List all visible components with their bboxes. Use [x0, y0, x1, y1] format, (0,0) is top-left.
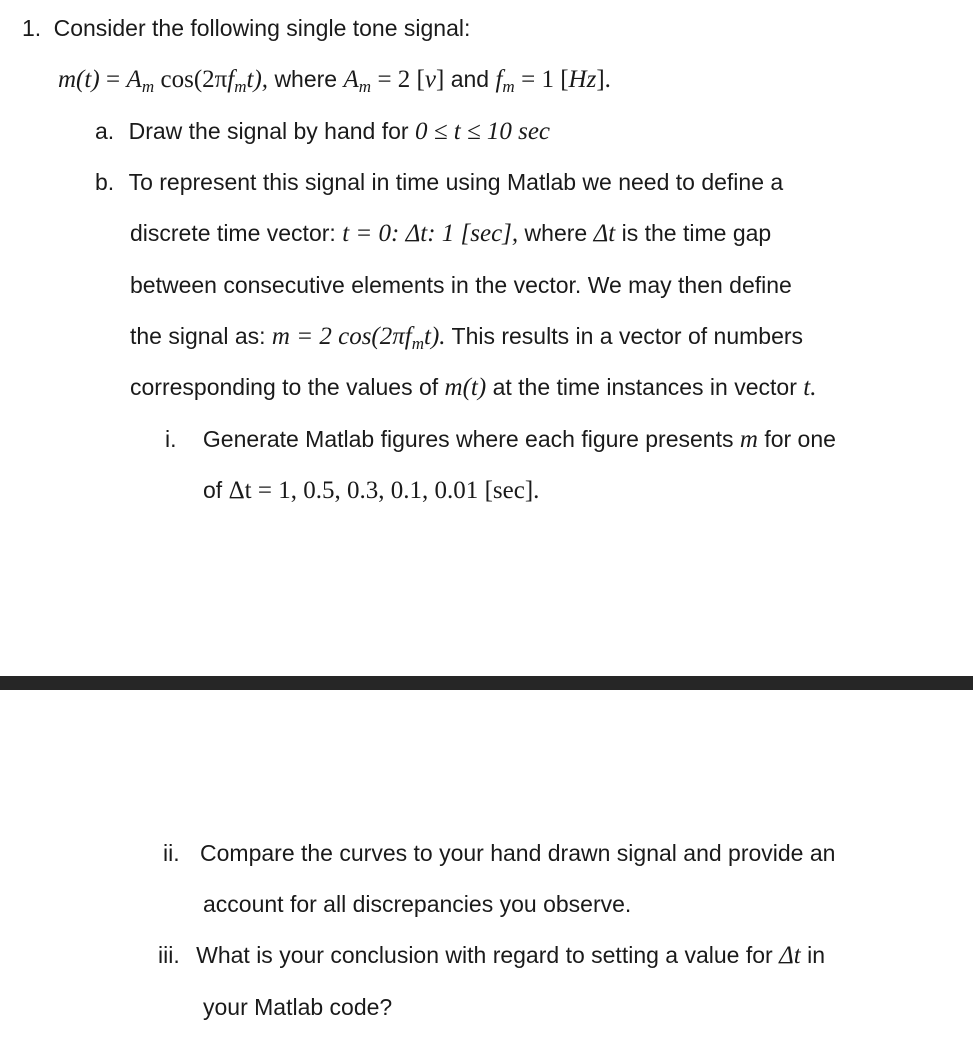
sub-i-label: i.	[165, 426, 177, 452]
part-a-label: a.	[95, 118, 115, 144]
formula-and: and	[450, 66, 490, 92]
sub-i-text-2-pre: of	[203, 477, 223, 503]
sub-iii-delta-t: Δt	[779, 942, 801, 969]
formula-cos-open: cos(2π	[160, 66, 228, 93]
question-1-heading	[22, 13, 470, 43]
sub-ii-label: ii.	[163, 840, 180, 866]
part-b-vector-t: t.	[803, 374, 817, 401]
formula-hz-unit: Hz	[568, 66, 597, 93]
part-b-line-3	[130, 270, 792, 300]
part-b-text-4-pre: the signal as:	[130, 323, 266, 349]
sub-iii-text-2: your Matlab code?	[203, 994, 393, 1020]
sub-ii-text-2: account for all discrepancies you observe.	[203, 891, 632, 917]
question-text: Consider the following single tone signal:	[53, 15, 471, 41]
sub-iii-line-1	[158, 940, 825, 971]
part-b-text-2-pre: discrete time vector:	[130, 220, 336, 246]
part-b-delta-t: Δt	[593, 220, 616, 247]
sub-i-m: m	[739, 426, 758, 453]
part-b-signal-def-end: t).	[424, 323, 446, 350]
sub-ii-line-2	[203, 889, 631, 919]
part-b-text-5-mid: at the time instances in vector	[492, 374, 797, 400]
formula-amplitude-sub: m	[141, 77, 155, 96]
section-divider	[0, 676, 973, 690]
sub-iii-text-1-post: in	[807, 942, 825, 968]
formula-equals: =	[106, 66, 121, 93]
formula-frequency-2: f	[495, 66, 503, 93]
formula-lhs: m(t)	[58, 66, 100, 93]
part-b-text-5-pre: corresponding to the values of	[130, 374, 439, 400]
part-b-signal-def-sub: m	[411, 334, 424, 353]
part-b-signal-def: m = 2 cos(2πf	[271, 323, 412, 350]
part-b-text-3: between consecutive elements in the vector. We may then define	[130, 272, 792, 298]
part-b-text-2-post: is the time gap	[621, 220, 772, 246]
part-b-text-1: To represent this signal in time using Matlab we need to define a	[128, 169, 784, 195]
formula-frequency-sub: m	[234, 77, 247, 96]
part-a	[95, 116, 550, 147]
sub-iii-label: iii.	[158, 942, 180, 968]
sub-ii-line-1	[163, 838, 835, 868]
sub-i-text-1-pre: Generate Matlab figures where each figure presents	[202, 426, 734, 452]
part-b-m-of-t: m(t)	[444, 374, 487, 401]
formula-frequency-value: = 1 [	[521, 66, 569, 93]
part-b-label: b.	[95, 169, 115, 195]
sub-ii-text-1: Compare the curves to your hand drawn signal and provide an	[200, 840, 836, 866]
formula-volt-bracket: ]	[435, 66, 445, 93]
part-b-time-vector: t = 0: Δt: 1 [sec],	[342, 220, 519, 247]
part-b-line-4	[130, 321, 803, 352]
formula-amplitude-2-sub: m	[358, 77, 372, 96]
part-a-text: Draw the signal by hand for	[128, 118, 409, 144]
formula-frequency: f	[227, 66, 235, 93]
formula-cos-close: t),	[246, 66, 269, 93]
sub-i-text-1-post: for one	[764, 426, 836, 452]
formula-frequency-2-sub: m	[502, 77, 515, 96]
formula-where: where	[274, 66, 338, 92]
formula-amplitude: A	[126, 66, 142, 93]
part-b-line-2	[130, 218, 771, 249]
formula-amplitude-value: = 2 [	[377, 66, 425, 93]
part-b-line-5	[130, 372, 816, 403]
part-b-text-4-post: This results in a vector of numbers	[451, 323, 804, 349]
part-b-text-2-mid: where	[524, 220, 588, 246]
sub-iii-text-1-pre: What is your conclusion with regard to setting a value for	[196, 942, 773, 968]
formula-hz-bracket: ].	[596, 66, 611, 93]
sub-i-line-2	[203, 475, 539, 506]
question-number: 1.	[22, 15, 42, 41]
formula-amplitude-2: A	[343, 66, 359, 93]
formula-volt-unit: v	[424, 66, 436, 93]
sub-i-line-1	[165, 424, 836, 455]
sub-i-unit: [sec].	[484, 477, 540, 504]
part-b-line-1	[95, 167, 783, 197]
signal-formula	[58, 64, 611, 95]
sub-i-delta-values: Δt = 1, 0.5, 0.3, 0.1, 0.01	[228, 477, 479, 504]
part-a-range: 0 ≤ t ≤ 10 sec	[414, 118, 551, 145]
sub-iii-line-2	[203, 992, 392, 1022]
